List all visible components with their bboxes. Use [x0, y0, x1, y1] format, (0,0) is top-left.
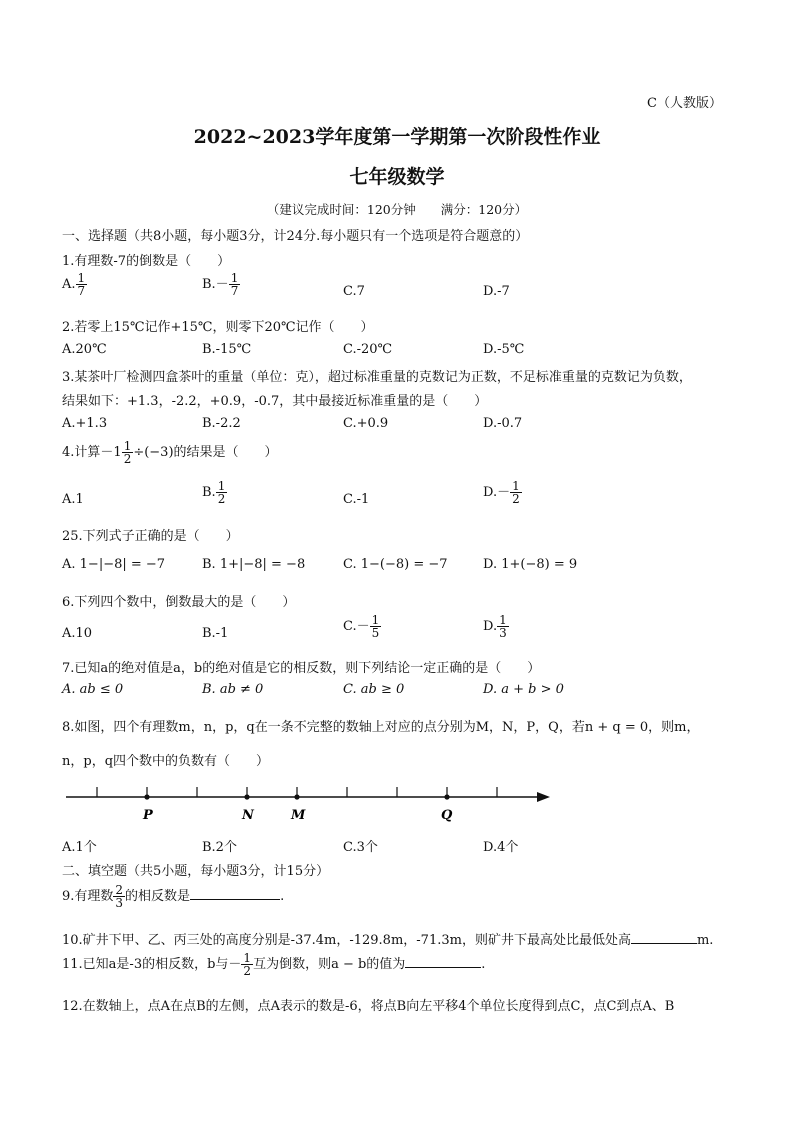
q3-option-d: D.-0.7 [483, 416, 523, 431]
q7-option-c: C. ab ≥ 0 [343, 682, 405, 697]
point-q-dot [444, 794, 449, 799]
q8-option-c: C.3个 [343, 840, 378, 855]
q2-option-b: B.-15℃ [202, 342, 252, 357]
q5-option-b: B. 1+|−8| = −8 [202, 557, 306, 572]
q7-option-d: D. a + b > 0 [483, 682, 564, 697]
q5-option-c: C. 1−(−8) = −7 [343, 557, 448, 572]
q1-option-c: C.7 [343, 284, 365, 299]
point-m-dot [294, 794, 299, 799]
q2-option-a: A.20℃ [62, 342, 107, 357]
subject-title: 七年级数学 [349, 166, 445, 188]
q3-stem-line2: 结果如下：+1.3，-2.2，+0.9，-0.7，其中最接近标准重量的是（ ） [62, 394, 488, 409]
q10-answer-blank[interactable] [631, 931, 697, 944]
q6-option-b: B.-1 [202, 626, 229, 641]
q3-option-c: C.+0.9 [343, 416, 389, 431]
q8-stem-line1: 8.如图，四个有理数m，n，p，q在一条不完整的数轴上对应的点分别为M，N，P，Q，若n + q = 0，则m， [62, 720, 700, 735]
q4-option-b: B. $\frac{1}{2}$ [202, 479, 226, 506]
q7-option-a: A. ab ≤ 0 [62, 682, 124, 697]
q4-option-d: D.－ $\frac{1}{2}$ [483, 479, 520, 506]
arrow-head-icon [537, 792, 550, 802]
q4-option-a: A.1 [62, 492, 84, 507]
section1-heading: 一、选择题（共8小题，每小题3分，计24分.每小题只有一个选项是符合题意的） [62, 229, 529, 244]
q3-stem-line1: 3.某茶叶厂检测四盒茶叶的重量（单位：克），超过标准重量的克数记为正数，不足标准重量的克数记为负数， [62, 370, 692, 385]
q4-option-c: C.-1 [343, 492, 370, 507]
q11-answer-blank[interactable] [405, 955, 481, 968]
q9-answer-blank[interactable] [190, 887, 280, 900]
page-title: 2022~2023学年度第一学期第一次阶段性作业 [193, 126, 601, 148]
q6-option-c: C.－ $\frac{1}{5}$ [343, 613, 380, 640]
q3-option-a: A.+1.3 [62, 416, 108, 431]
q4-stem: 4.计算－1 $\frac{1}{2}$ ÷(−3)的结果是（ ） [62, 439, 278, 466]
q1-option-b: B.－ $\frac{1}{7}$ [202, 271, 239, 298]
q9-stem: 9.有理数 $\frac{2}{3}$ 的相反数是 . [62, 883, 285, 910]
point-n-dot [244, 794, 249, 799]
point-m-label: M [291, 808, 306, 823]
q1-option-d: D.-7 [483, 284, 510, 299]
point-n-label: N [242, 808, 254, 823]
q6-stem: 6.下列四个数中，倒数最大的是（ ） [62, 595, 296, 610]
q8-stem-line2: n，p，q四个数中的负数有（ ） [62, 754, 270, 769]
q8-option-d: D.4个 [483, 840, 519, 855]
point-p-label: P [143, 808, 153, 823]
point-q-label: Q [441, 808, 453, 823]
q5-option-d: D. 1+(−8) = 9 [483, 557, 578, 572]
q1-option-a: A. $\frac{1}{7}$ [62, 271, 86, 298]
time-note: （建议完成时间：120分钟 满分：120分） [266, 202, 528, 217]
q6-option-d: D. $\frac{1}{3}$ [483, 613, 507, 640]
q8-option-b: B.2个 [202, 840, 237, 855]
q8-option-a: A.1个 [62, 840, 97, 855]
q12-stem: 12.在数轴上，点A在点B的左侧，点A表示的数是-6，将点B向左平移4个单位长度得到点C，点C到点A、B [62, 999, 675, 1014]
q10-stem: 10.矿井下甲、乙、丙三处的高度分别是-37.4m，-129.8m，-71.3m，则矿井下最高处比最低处高 m. [62, 933, 714, 948]
q7-option-b: B. ab ≠ 0 [202, 682, 264, 697]
q7-stem: 7.已知a的绝对值是a，b的绝对值是它的相反数，则下列结论一定正确的是（ ） [62, 661, 541, 676]
q5-option-a: A. 1−|−8| = −7 [62, 557, 166, 572]
q11-stem: 11.已知a是-3的相反数，b与－ $\frac{1}{2}$ 互为倒数，则a − b的值为 . [62, 951, 486, 978]
number-line-figure [0, 780, 794, 830]
q5-stem: 25.下列式子正确的是（ ） [62, 529, 239, 544]
q2-stem: 2.若零上15℃记作+15℃，则零下20℃记作（ ） [62, 320, 374, 335]
q2-option-c: C.-20℃ [343, 342, 393, 357]
point-p-dot [144, 794, 149, 799]
q1-stem: 1.有理数-7的倒数是（ ） [62, 254, 231, 269]
q6-option-a: A.10 [62, 626, 93, 641]
section2-heading: 二、填空题（共5小题，每小题3分，计15分） [62, 864, 330, 879]
q2-option-d: D.-5℃ [483, 342, 525, 357]
q3-option-b: B.-2.2 [202, 416, 241, 431]
edition-label: C（人教版） [647, 96, 722, 111]
